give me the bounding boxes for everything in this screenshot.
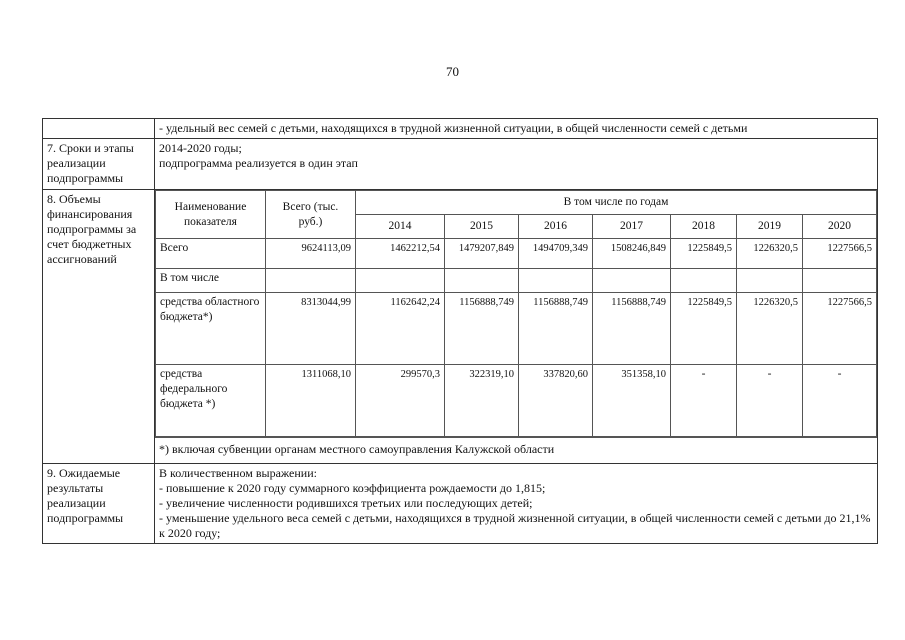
cell-value: 1226320,5 [737,293,803,365]
cell-value [519,269,593,293]
year-header: 2020 [803,215,877,239]
cell-value [593,269,671,293]
cell-value: 1462212,54 [356,239,445,269]
financing-cell [155,190,878,464]
cell-value [356,269,445,293]
row-8 [43,190,878,464]
cell-value: 299570,3 [356,365,445,437]
row-top-label [43,119,155,139]
row-7-label: 7. Сроки и этапы реализации подпрограммы [43,139,155,190]
row-name: В том числе [156,269,266,293]
cell-value: 1156888,749 [519,293,593,365]
cell-value: 1227566,5 [803,239,877,269]
page-number: 70 [446,64,459,79]
row-8-label: 8. Объемы финансирования подпрограммы за счет бюджетных ассигнований [43,190,155,464]
cell-value: - [671,365,737,437]
row-total: 8313044,99 [266,293,356,365]
header-years: В том числе по годам [356,191,877,215]
cell-value: 1156888,749 [445,293,519,365]
header-name: Наименование показателя [156,191,266,239]
cell-value [671,269,737,293]
cell-value: 1225849,5 [671,293,737,365]
year-header: 2019 [737,215,803,239]
footnote: *) включая субвенции органам местного самоуправления Калужской области [155,437,877,463]
cell-value: 322319,10 [445,365,519,437]
row-total: 1311068,10 [266,365,356,437]
cell-value [737,269,803,293]
result-line: - повышение к 2020 году суммарного коэффициента рождаемости до 1,815; [159,481,546,495]
row-top [43,119,878,139]
year-header: 2015 [445,215,519,239]
table-row [156,269,877,293]
table-row [156,239,877,269]
row-name: средства областного бюджета*) [156,293,266,365]
row-7-content [155,139,878,190]
cell-value: 337820,60 [519,365,593,437]
cell-value: 1156888,749 [593,293,671,365]
row-9-label: 9. Ожидаемые результаты реализации подпрограммы [43,464,155,544]
cell-value: 1508246,849 [593,239,671,269]
cell-value: - [803,365,877,437]
cell-value: 351358,10 [593,365,671,437]
row-7-line-1: 2014-2020 годы; [159,141,242,155]
row-9-content [155,464,878,544]
row-7 [43,139,878,190]
row-top-text: - удельный вес семей с детьми, находящихся в трудной жизненной ситуации, в общей численности семей с детьми [155,119,878,139]
cell-value: 1226320,5 [737,239,803,269]
cell-value: 1227566,5 [803,293,877,365]
row-7-line-2: подпрограмма реализуется в один этап [159,156,358,170]
cell-value: 1494709,349 [519,239,593,269]
result-line: - увеличение численности родившихся третьих или последующих детей; [159,496,533,510]
row-total: 9624113,09 [266,239,356,269]
result-line: В количественном выражении: [159,466,317,480]
row-name: средства федерального бюджета *) [156,365,266,437]
cell-value: 1479207,849 [445,239,519,269]
passport-table [42,118,878,544]
table-row [156,293,877,365]
cell-value: 1162642,24 [356,293,445,365]
table-row [156,365,877,437]
financing-table [155,190,877,437]
result-line: - уменьшение удельного веса семей с детьми, находящихся в трудной жизненной ситуации, в общей численности семей с детьми до 21,1% к 2020 году; [159,511,871,540]
cell-value [445,269,519,293]
cell-value [803,269,877,293]
row-name: Всего [156,239,266,269]
year-header: 2018 [671,215,737,239]
cell-value: 1225849,5 [671,239,737,269]
year-header: 2017 [593,215,671,239]
year-header: 2016 [519,215,593,239]
year-header: 2014 [356,215,445,239]
row-total [266,269,356,293]
row-9 [43,464,878,544]
header-total: Всего (тыс. руб.) [266,191,356,239]
cell-value: - [737,365,803,437]
